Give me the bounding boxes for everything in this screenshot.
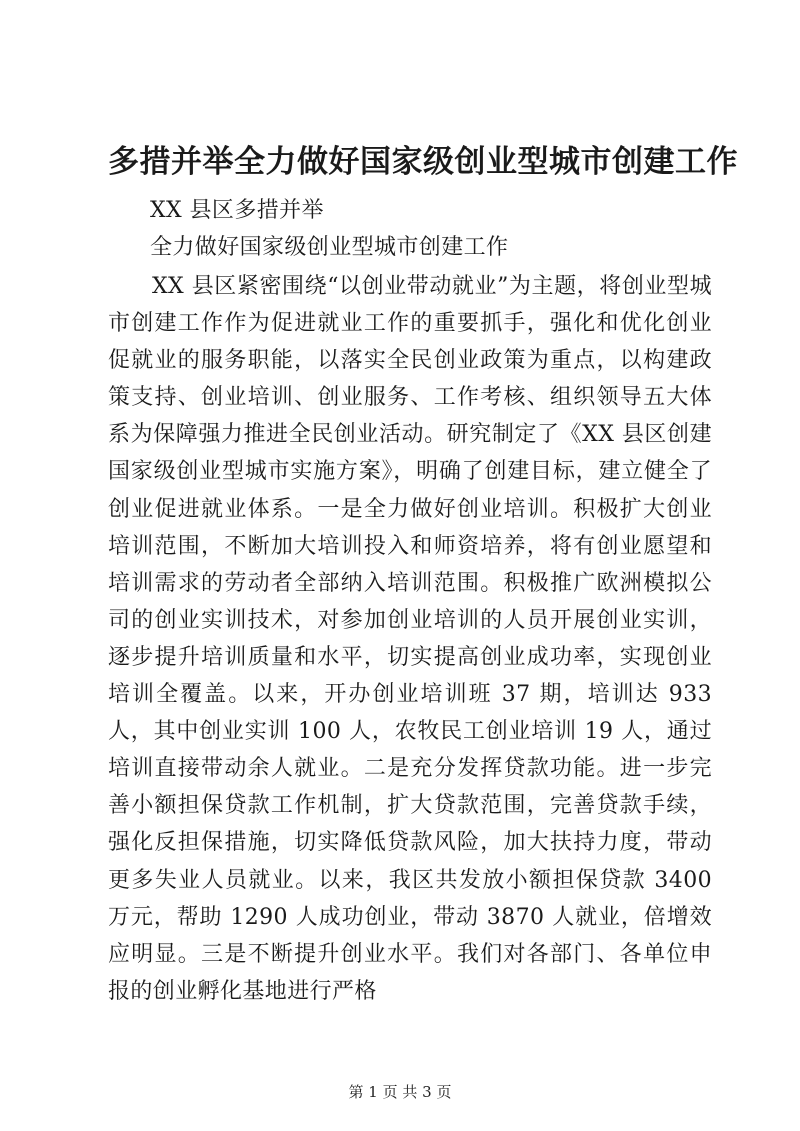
document-title: 多措并举全力做好国家级创业型城市创建工作 [108,144,738,180]
subtitle-line-2: 全力做好国家级创业型城市创建工作 [150,235,509,260]
subtitle-line-1: XX 县区多措并举 [150,198,324,223]
body-paragraph: XX 县区紧密围绕“以创业带动就业”为主题，将创业型城市创建工作作为促进就业工作的重要抓手，强化和优化创业促就业的服务职能，以落实全民创业政策为重点，以构建政策支持、创业培训、创业服务、工作考核、组织领导五大体系为保障强力推进全民创业活动。研究制定了《XX 县区创建国家级创业型城市实施方案》，明确了创建目标，建立健全了创业促进就业体系。一是全力做好创业培训。积极扩大创业培训范围，不断加大培训投入和师资培养，将有创业愿望和培训需求的劳动者全部纳入培训范围。积极推广欧洲模拟公司的创业实训技术，对参加创业培训的人员开展创业实训，逐步提升培训质量和水平，切实提高创业成功率，实现创业培训全覆盖。以来，开办创业培训班 37 期，培训达 933 人，其中创业实训 100 人，农牧民工创业培训 19 人，通过培训直接带动余人就业。二是充分发挥贷款功能。进一步完善小额担保贷款工作机制，扩大贷款范围，完善贷款手续，强化反担保措施，切实降低贷款风险，加大扶持力度，带动更多失业人员就业。以来，我区共发放小额担保贷款 3400 万元，帮助 1290 人成功创业，带动 3870 人就业，倍增效应明显。三是不断提升创业水平。我们对各部门、各单位申报的创业孵化基地进行严格 [108,274,712,1004]
page-footer: 第 1 页 共 3 页 [348,1083,452,1101]
